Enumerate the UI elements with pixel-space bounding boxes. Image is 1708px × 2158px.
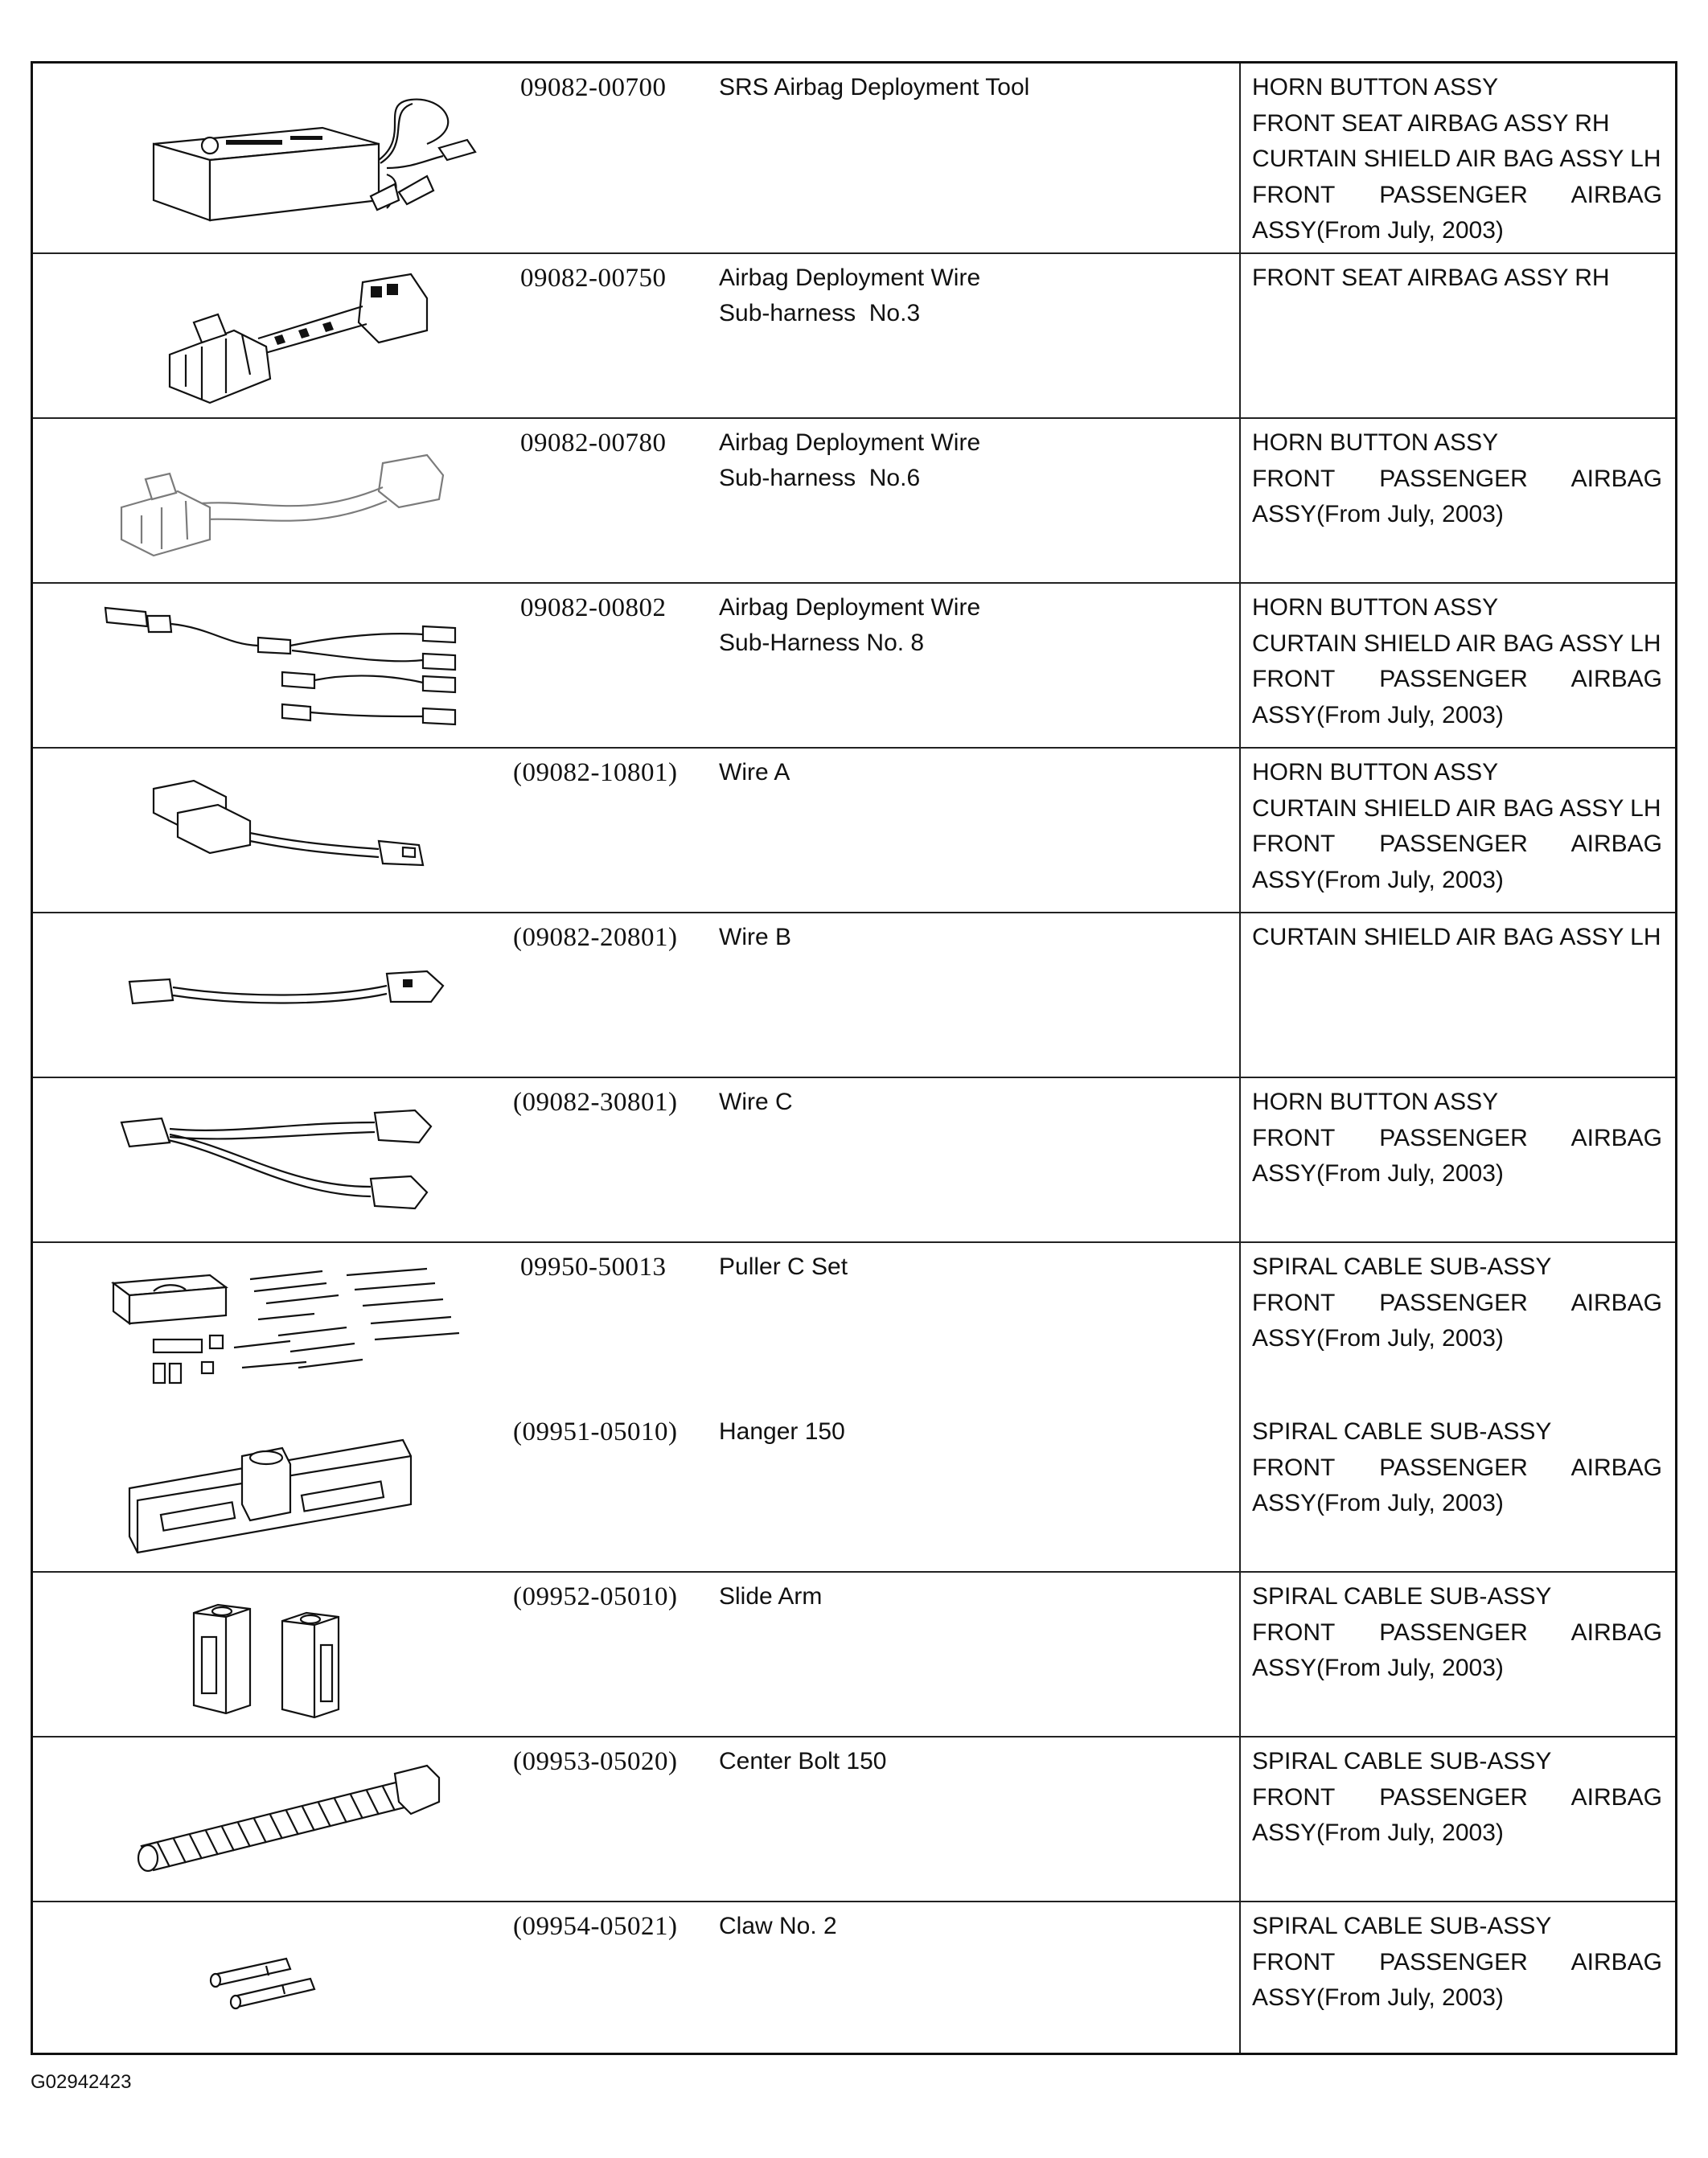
table-row — [33, 584, 1675, 749]
application-item: HORN BUTTON ASSY — [1252, 429, 1499, 456]
part-number: (09953-05020) — [513, 1747, 678, 1776]
figure-id: G02942423 — [31, 2071, 132, 2093]
application-item: FRONT PASSENGER AIRBAG — [1252, 831, 1662, 857]
application-item: SPIRAL CABLE SUB-ASSY — [1252, 1748, 1552, 1774]
table-row — [33, 254, 1675, 419]
application-list — [1252, 1744, 1662, 1852]
application-item: HORN BUTTON ASSY — [1252, 759, 1499, 786]
application-list — [1252, 425, 1662, 533]
sub-harness-no8-illustration — [97, 596, 475, 741]
application-item: HORN BUTTON ASSY — [1252, 594, 1499, 621]
wire-c-illustration — [113, 1098, 467, 1227]
application-item: ASSY(From July, 2003) — [1252, 1984, 1504, 2011]
tool-name: Hanger 150 — [719, 1418, 845, 1445]
tool-name: Puller C Set — [719, 1253, 848, 1280]
part-number: (09951-05010) — [513, 1417, 678, 1446]
application-item: HORN BUTTON ASSY — [1252, 74, 1499, 101]
application-list — [1252, 1579, 1662, 1687]
application-item: ASSY(From July, 2003) — [1252, 1655, 1504, 1681]
sub-harness-no3-illustration — [138, 266, 459, 411]
application-item: FRONT PASSENGER AIRBAG — [1252, 1783, 1662, 1811]
part-number: (09082-10801) — [513, 758, 678, 787]
table-row — [33, 1078, 1675, 1243]
application-list — [1252, 1085, 1662, 1192]
application-item: SPIRAL CABLE SUB-ASSY — [1252, 1583, 1552, 1610]
application-item: FRONT PASSENGER AIRBAG — [1252, 1124, 1662, 1151]
part-number: (09082-20801) — [513, 923, 678, 952]
table-row — [33, 419, 1675, 584]
application-item: FRONT PASSENGER AIRBAG — [1252, 1454, 1662, 1481]
tool-name: Airbag Deployment Wire Sub-harness No.3 — [719, 265, 981, 326]
application-item: FRONT PASSENGER AIRBAG — [1252, 465, 1662, 492]
part-number: 09082-00780 — [520, 429, 667, 457]
part-number: 09082-00700 — [520, 73, 667, 102]
application-item: ASSY(From July, 2003) — [1252, 217, 1504, 244]
table-row — [33, 749, 1675, 913]
application-list — [1252, 1909, 1662, 2016]
application-item: FRONT PASSENGER AIRBAG — [1252, 1618, 1662, 1646]
hanger-150-entry — [33, 1408, 1675, 1573]
hanger-150-illustration — [121, 1432, 427, 1561]
application-item: ASSY(From July, 2003) — [1252, 1820, 1504, 1846]
application-list — [1252, 590, 1662, 733]
column-divider — [1239, 64, 1241, 2053]
application-item: FRONT SEAT AIRBAG ASSY RH — [1252, 265, 1610, 291]
center-bolt-illustration — [109, 1758, 463, 1878]
application-item: CURTAIN SHIELD AIR BAG ASSY LH — [1252, 630, 1661, 657]
sub-harness-no6-illustration — [97, 443, 467, 564]
application-item: SPIRAL CABLE SUB-ASSY — [1252, 1418, 1552, 1445]
application-list — [1252, 1414, 1662, 1522]
table-row — [33, 1573, 1675, 1737]
table-row — [33, 64, 1675, 254]
deployment-tool-box-illustration — [121, 80, 491, 240]
puller-c-set-entry — [33, 1243, 1675, 1408]
table-row — [33, 1737, 1675, 1902]
application-item: CURTAIN SHIELD AIR BAG ASSY LH — [1252, 146, 1661, 172]
application-item: SPIRAL CABLE SUB-ASSY — [1252, 1253, 1552, 1280]
application-item: FRONT PASSENGER AIRBAG — [1252, 1948, 1662, 1975]
special-service-tools-table — [31, 61, 1677, 2055]
application-item: SPIRAL CABLE SUB-ASSY — [1252, 1913, 1552, 1939]
application-item: FRONT PASSENGER AIRBAG — [1252, 181, 1662, 208]
table-row — [33, 913, 1675, 1078]
table-row — [33, 1243, 1675, 1573]
part-number: 09950-50013 — [520, 1253, 667, 1282]
tool-name: Center Bolt 150 — [719, 1748, 887, 1774]
application-item: CURTAIN SHIELD AIR BAG ASSY LH — [1252, 794, 1661, 822]
application-item: ASSY(From July, 2003) — [1252, 701, 1504, 728]
application-item: HORN BUTTON ASSY — [1252, 1089, 1499, 1115]
application-item: FRONT PASSENGER AIRBAG — [1252, 666, 1662, 692]
application-item: ASSY(From July, 2003) — [1252, 1325, 1504, 1352]
tool-name: Slide Arm — [719, 1583, 823, 1610]
application-list — [1252, 920, 1662, 956]
part-number: 09082-00802 — [520, 593, 667, 622]
application-item: ASSY(From July, 2003) — [1252, 1160, 1504, 1187]
part-number: (09952-05010) — [513, 1582, 678, 1611]
tool-name: SRS Airbag Deployment Tool — [719, 74, 1030, 101]
tool-name: Wire A — [719, 759, 790, 786]
table-row — [33, 1902, 1675, 2055]
tool-name: Claw No. 2 — [719, 1913, 837, 1939]
part-number: (09954-05021) — [513, 1912, 678, 1941]
part-number: 09082-00750 — [520, 264, 667, 293]
part-number: (09082-30801) — [513, 1088, 678, 1117]
puller-c-set-illustration — [105, 1259, 475, 1396]
application-item: FRONT PASSENGER AIRBAG — [1252, 1289, 1662, 1316]
application-item: ASSY(From July, 2003) — [1252, 1490, 1504, 1516]
application-list — [1252, 261, 1662, 297]
application-item: ASSY(From July, 2003) — [1252, 501, 1504, 527]
tool-name: Wire C — [719, 1089, 793, 1115]
tool-name: Wire B — [719, 924, 791, 950]
wire-a-illustration — [129, 769, 467, 897]
application-list — [1252, 755, 1662, 898]
tool-name: Airbag Deployment Wire Sub-harness No.6 — [719, 429, 981, 491]
application-list — [1252, 70, 1662, 249]
application-item: FRONT SEAT AIRBAG ASSY RH — [1252, 109, 1610, 137]
application-list — [1252, 1249, 1662, 1357]
wire-b-illustration — [121, 962, 467, 1034]
application-item: CURTAIN SHIELD AIR BAG ASSY LH — [1252, 924, 1661, 950]
application-item: ASSY(From July, 2003) — [1252, 866, 1504, 893]
slide-arm-illustration — [178, 1589, 379, 1725]
claw-no2-illustration — [206, 1947, 367, 2027]
tool-name: Airbag Deployment Wire Sub-Harness No. 8 — [719, 594, 981, 656]
